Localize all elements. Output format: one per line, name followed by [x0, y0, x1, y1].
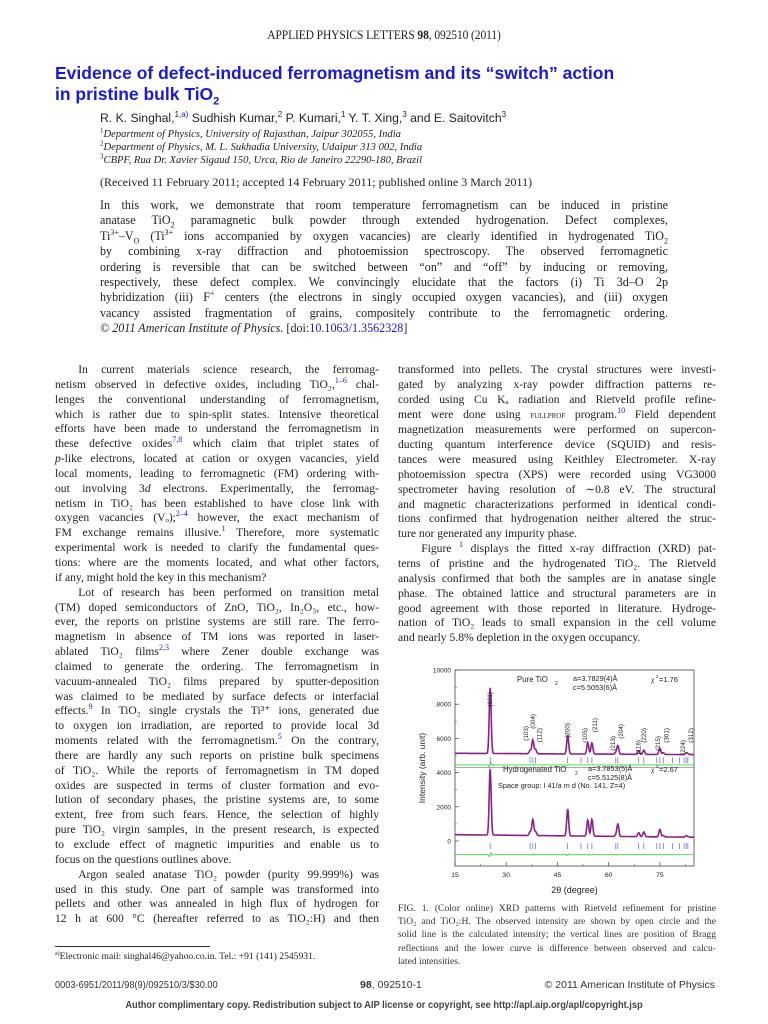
- citation-link[interactable]: 10: [617, 405, 626, 415]
- body-right-column: [398, 363, 716, 646]
- text-line: oxygen vacancies (Vₒ);$^{2-4}$ however, the exact mechanism of: [55, 509, 380, 525]
- svg-text:2000: 2000: [436, 804, 451, 812]
- footnote-divider: [55, 946, 210, 947]
- text-line: was claimed to be mediated by surface defects or interfacial: [55, 689, 379, 703]
- footnote: $^{a)}$Electronic mail: singhal46@yahoo.co.in. Tel.: +91 (141) 2545931.: [55, 950, 316, 962]
- difference-curve: [455, 853, 694, 857]
- journal-volume: 98: [417, 28, 429, 42]
- text-line: extent, free from such fears. Hence, the selection of highly: [55, 808, 379, 822]
- footer-issn: 0003-6951/2011/98(9)/092510/3/$30.00: [55, 979, 218, 991]
- footer-copyright: © 2011 American Institute of Physics: [544, 979, 715, 991]
- hkl-label: (224): [680, 740, 688, 755]
- text-line: In current materials science research, the ferromag-: [55, 363, 379, 376]
- text-line: ever, the reports on pristine systems are still rare. The ferro-: [55, 615, 379, 629]
- paper-title: [55, 63, 695, 108]
- text-line: 12 h at 600 °C (hereafter referred to as TiO₂:H) and then: [55, 912, 379, 926]
- caption-line: TiO₂ and TiO₂:H. The observed intensity are shown by open circle and the: [398, 916, 716, 928]
- abstract: In this work, we demonstrate that room temperature ferromagnetism can be induced in pristine anatase TiO$_2$ paramagnetic bulk powder through extended hydrogenation. Defect complexes, $Ti^{3+}-V_O$ ($Ti^{3+}$ ions accompanied by oxygen vacancies) are clearly identified in hydrogenated TiO$_2$ by combining x-ray diffraction and photoemission spectroscopy. The observed ferromagnetic ordering is reversible that can be switched between “on” and “off” by inducing or removing, respectively, these defect complex. We convincingly elucidate that the factors (i) Ti 3d–O 2p hybridization (iii) F+ centers (the electrons in singly occupied oxygen vacancies), and (iii) oxygen vacancy assisted fragmentation of grains, compositely contribute to the ferromagnetic ordering. © 2011 American Institute of Physics. [doi:10.1063/1.3562328]: [100, 198, 668, 336]
- caption-line: solid line is the calculated intensity; the vertical lines are position of Bragg: [398, 929, 716, 941]
- citation-link[interactable]: 9: [88, 702, 93, 712]
- text-line: spectrometer having resolution of ∼0.8 eV. The structural: [398, 482, 716, 496]
- author: R. K. Singhal,: [100, 111, 175, 125]
- text-line: analysis confirmed that both the samples are in anatase single: [398, 571, 716, 585]
- affiliation: $^2$Department of Physics, M. L. Sukhadia University, Udaipur 313 002, India: [100, 139, 423, 153]
- hkl-label: (211): [591, 718, 599, 733]
- hkl-label: (112): [536, 728, 544, 743]
- text-line: pure TiO₂ virgin samples, in the present research, is expected: [55, 823, 379, 837]
- svg-text:30: 30: [502, 872, 510, 879]
- lattice-a: a=3.7853(5)Å: [588, 764, 633, 773]
- citation-link[interactable]: 1: [459, 540, 464, 550]
- text-line: ture nor generated any impurity phase.: [398, 527, 577, 541]
- text-line: tions confirmed that hydrogenation neither altered the struc-: [398, 512, 716, 526]
- journal-name: APPLIED PHYSICS LETTERS: [267, 28, 415, 42]
- author: Y. T. Xing,: [345, 111, 403, 125]
- hkl-label: (204): [617, 724, 625, 739]
- svg-text:10000: 10000: [432, 667, 451, 675]
- text-line: (TM) doped semiconductors of ZnO, TiO₂, In₂O₃, etc., how-: [55, 600, 379, 614]
- caption-line: lated intensities.: [398, 955, 461, 967]
- body-left-column: [55, 363, 379, 927]
- author-list: R. K. Singhal,$^{1,a)}$ Sudhish Kumar,$^2$ P. Kumari,$^1$ Y. T. Xing,$^3$ and E. Saitovitch$^3$: [100, 109, 507, 125]
- text-line: tions: where are the moments located, and what other factors,: [55, 555, 379, 569]
- svg-text:15: 15: [451, 872, 459, 879]
- svg-text:2: 2: [656, 764, 659, 769]
- citation-link[interactable]: 2,3: [158, 643, 169, 653]
- hkl-label: (220): [640, 728, 648, 743]
- citation-link[interactable]: 5: [277, 732, 282, 742]
- text-line: nation of TiO₂ leads to small expansion in the cell volume: [398, 616, 716, 630]
- text-line: Lot of research has been performed on transition metal: [55, 585, 379, 599]
- footer-page-number: 98, 092510-1: [360, 979, 422, 991]
- hkl-label: (312): [687, 728, 695, 743]
- text-line: effects.$^9$ In TiO₂ single crystals the Ti³⁺ ions, generated due: [55, 702, 379, 718]
- x-axis-label: 2θ (degree): [551, 885, 598, 895]
- text-line: used in this study. One part of sample was transformed into: [55, 882, 379, 896]
- text-line: netism observed in defective oxides, including TiO₂,$^{1-6}$ chal-: [55, 375, 379, 391]
- panel-label: Pure TiO: [517, 675, 548, 684]
- svg-text:=2.67: =2.67: [659, 765, 678, 774]
- hkl-label: (213): [609, 736, 617, 751]
- text-line: ducting quantum interference device (SQUID) and resis-: [398, 438, 716, 452]
- hkl-label: (004): [529, 714, 537, 729]
- text-line: ablated TiO₂ films$^{2,3}$ where Zener double exchange was: [55, 643, 379, 659]
- author: and E. Saitovitch: [406, 111, 502, 125]
- svg-text:2: 2: [575, 771, 578, 777]
- hkl-label: (215): [654, 736, 662, 751]
- text-line: FM exchange remains illusive.$^1$ Therefore, more systematic: [55, 524, 379, 540]
- hkl-label: (103): [523, 726, 531, 741]
- svg-text:75: 75: [656, 872, 664, 879]
- title-line-2: in pristine bulk TiO$_2$: [55, 84, 220, 108]
- text-line: magnetism in absence of TM ions was reported in laser-: [55, 630, 379, 644]
- y-axis-label: Intensity (arb. unit): [417, 732, 427, 804]
- doi-link[interactable]: 10.1063/1.3562328: [309, 321, 404, 336]
- text-line: focus on the questions outlines above.: [55, 852, 232, 866]
- text-line: of TiO₂. While the reports of ferromagnetism in TM doped: [55, 763, 379, 777]
- lattice-c: c=5.5053(6)Å: [573, 683, 618, 692]
- svg-text:6000: 6000: [436, 735, 451, 743]
- text-line: to exclude effect of magnetic impurities and enable us to: [55, 838, 379, 851]
- journal-header: [31, 28, 738, 43]
- text-line: terns of pristine and the hydrogenated TiO₂. The Rietveld: [398, 556, 716, 570]
- affiliation: $^1$Department of Physics, University of Rajasthan, Jaipur 302055, India: [100, 126, 401, 140]
- text-line: Figure $^1$ displays the fitted x-ray diffraction (XRD) pat-: [398, 540, 717, 556]
- text-line: pellets and other was annealed in high flux of hydrogen for: [55, 897, 379, 911]
- svg-text:=1.76: =1.76: [659, 675, 678, 684]
- svg-text:2: 2: [555, 681, 558, 687]
- citation-link[interactable]: 1–6: [334, 375, 347, 385]
- text-line: p-like electrons, located at cation or oxygen vacancies, yield: [55, 452, 379, 466]
- copyright-notice: Author complimentary copy. Redistribution subject to AIP license or copyright, see http://apl.aip.org/apl/copyright.jsp: [125, 1000, 643, 1011]
- text-line: tances were measured using Keithley Electrometer. X-ray: [398, 453, 716, 467]
- text-line: which is rather due to spin-split states. Intensive theoretical: [55, 407, 379, 421]
- hkl-label: (105): [581, 728, 589, 743]
- text-line: ment were done using fullprof program.$^{10}$ Field dependent: [398, 405, 716, 421]
- caption-line: FIG. 1. (Color online) XRD patterns with Rietveld refinement for pristine: [398, 903, 716, 914]
- text-line: local moments, leading to ferromagnetic (FM) ordering with-: [55, 466, 379, 480]
- xrd-figure: [398, 648, 718, 898]
- hkl-label: (116): [635, 740, 643, 755]
- text-line: vacuum-annealed TiO₂ films prepared by sputter-deposition: [55, 674, 379, 688]
- citation-link[interactable]: 7,8: [172, 435, 183, 445]
- svg-text:4000: 4000: [436, 770, 451, 778]
- hkl-label: (200): [564, 723, 572, 738]
- author: Sudhish Kumar,: [188, 111, 278, 125]
- text-line: photoemission spectra (XPS) were recorded using VG3000: [398, 467, 716, 481]
- author: P. Kumari,: [282, 111, 341, 125]
- affiliation: $^3$CBPF, Rua Dr. Xavier Sigaud 150, Urca, Rio de Janeiro 22290-180, Brazil: [100, 152, 423, 166]
- text-line: if any, might hold the key in this mechanism?: [55, 570, 267, 584]
- hkl-label: (101): [487, 692, 495, 707]
- citation-link[interactable]: 2–4: [175, 509, 188, 519]
- lattice-a: a=3.7829(4)Å: [573, 674, 618, 683]
- title-line-1: Evidence of defect-induced ferromagnetism and its “switch” action: [55, 63, 615, 83]
- svg-text:45: 45: [553, 872, 562, 879]
- caption-line: reflections and the lower curve is difference between observed and calcu-: [398, 942, 716, 954]
- text-line: lenges the conventional understanding of ferromagnetism,: [55, 392, 379, 406]
- space-group-label: Space group: I 41/a m d (No. 141, Z=4): [498, 781, 626, 790]
- svg-text:60: 60: [604, 872, 613, 879]
- text-line: and magnetic characterizations performed in identical condi-: [398, 497, 716, 511]
- text-line: magnetization measurements were performed on supercon-: [398, 423, 716, 437]
- text-line: to oxygen ion irradiation, are reported to provide local 3d: [55, 719, 379, 733]
- footnote-link[interactable]: a): [181, 109, 189, 119]
- text-line: Argon sealed anatase TiO₂ powder (purity 99.999%) was: [55, 867, 379, 881]
- text-line: out involving 3d electrons. Experimentally, the ferromag-: [55, 481, 379, 495]
- article-ref: , 092510 (2011): [428, 28, 501, 42]
- text-line: phase. The obtained lattice and structural parameters are in: [398, 586, 716, 600]
- text-line: moments related with the ferromagnetism.$^5$ On the contrary,: [55, 732, 379, 748]
- text-line: oxides are suspected in terms of cluster formation and evo-: [55, 778, 379, 792]
- svg-text:2: 2: [656, 674, 659, 679]
- text-line: corded using Cu Kₐ radiation and Rietveld profile refine-: [398, 392, 716, 406]
- citation-link[interactable]: 1: [221, 524, 226, 534]
- text-line: transformed into pellets. The crystal structures were investi-: [398, 363, 716, 376]
- text-line: gated by analyzing x-ray powder diffraction patterns re-: [398, 377, 716, 391]
- chi-squared: χ: [651, 675, 655, 684]
- svg-text:8000: 8000: [436, 701, 451, 709]
- text-line: and nearly 5.8% depletion in the oxygen occupancy.: [398, 631, 641, 645]
- text-line: lution of secondary phases, the pristine systems are, to some: [55, 793, 379, 807]
- text-line: claimed to generate the ordering. The ferromagnetism in: [55, 659, 379, 673]
- chi-squared: χ: [651, 765, 655, 774]
- xrd-chart: [398, 648, 718, 898]
- text-line: experimental work is needed to clarify the fundamental ques-: [55, 541, 379, 555]
- svg-text:0: 0: [447, 838, 451, 846]
- text-line: netism in TiO₂ has been established to have close link with: [55, 496, 379, 510]
- figure-caption: [398, 902, 716, 968]
- received-dates: (Received 11 February 2011; accepted 14 February 2011; published online 3 March 2011): [100, 175, 533, 189]
- text-line: these defective oxides$^{7,8}$ which claim that triplet states of: [55, 435, 380, 451]
- hkl-label: (301): [663, 728, 671, 743]
- text-line: efforts have been made to understand the ferromagnetism in: [55, 422, 379, 436]
- text-line: there are hardly any such reports on pristine bulk specimens: [55, 748, 379, 762]
- panel-label: Hydrogenated TiO: [503, 765, 567, 774]
- text-line: good agreement with those reported in literature. Hydroge-: [398, 601, 716, 615]
- lattice-c: c=5.5125(8)Å: [588, 773, 633, 782]
